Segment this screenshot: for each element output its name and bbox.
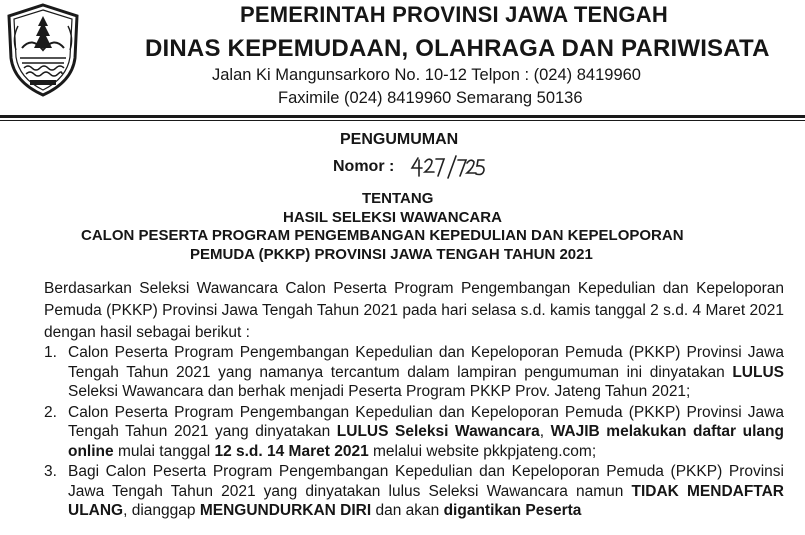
list-text: Bagi Calon Peserta Program Pengembangan Kepedulian dan Kepeloporan Pemuda (PKKP) Provinsi Jawa Tengah Tahun 2021 yang dinyatakan lulus Seleksi Wawancara namun	[68, 463, 784, 500]
letterhead-fax: Faximile (024) 8419960 Semarang 50136	[278, 89, 583, 107]
handwritten-number	[410, 154, 486, 180]
list-text: , dianggap	[123, 502, 200, 519]
announcement-title: PENGUMUMAN	[340, 131, 459, 148]
list-text: melalui website pkkpjateng.com;	[368, 442, 597, 460]
list-emphasis: 12 s.d. 14 Maret 2021	[214, 442, 369, 460]
list-emphasis: TIDAK MENDAFTAR ULANG	[68, 482, 784, 519]
list-emphasis: WAJIB melakukan daftar ulang online	[68, 423, 784, 460]
list-text: Calon Peserta Program Pengembangan Kepedulian dan Kepeloporan Pemuda (PKKP) Provinsi Jawa Tengah Tahun 2021 yang namanya tercantum dalam lampiran pengumuman ini dinyatakan	[68, 344, 784, 381]
letterhead-government: PEMERINTAH PROVINSI JAWA TENGAH	[240, 2, 668, 27]
subject-line-1: HASIL SELEKSI WAWANCARA	[283, 209, 502, 226]
list-number: 2.	[44, 403, 57, 421]
subject-about: TENTANG	[362, 190, 434, 207]
list-emphasis: LULUS	[732, 363, 784, 381]
central-java-emblem-icon	[2, 2, 84, 98]
letterhead-rule	[0, 115, 805, 118]
list-item	[44, 343, 784, 402]
letterhead-address: Jalan Ki Mangunsarkoro No. 10-12 Telpon : (024) 8419960	[212, 66, 641, 84]
result-list	[44, 343, 784, 521]
list-number: 3.	[44, 463, 57, 480]
letterhead-rule-thin	[0, 120, 805, 121]
list-text: mulai tanggal	[113, 442, 215, 460]
list-emphasis: MENGUNDURKAN DIRI	[199, 502, 372, 519]
list-text: dan akan	[371, 502, 444, 519]
subject-line-2: CALON PESERTA PROGRAM PENGEMBANGAN KEPEDULIAN DAN KEPELOPORAN	[81, 227, 684, 244]
list-emphasis: digantikan Peserta	[443, 502, 582, 519]
list-text: Seleksi Wawancara dan berhak menjadi Peserta Program PKKP Prov. Jateng Tahun 2021;	[68, 383, 691, 400]
number-label: Nomor :	[333, 158, 395, 175]
list-number: 1.	[44, 344, 57, 361]
subject-line-3: PEMUDA (PKKP) PROVINSI JAWA TENGAH TAHUN 2021	[190, 246, 593, 263]
list-emphasis: LULUS Seleksi Wawancara	[336, 423, 540, 440]
intro-paragraph: Berdasarkan Seleksi Wawancara Calon Peserta Program Pengembangan Kepedulian dan Kepeloporan Pemuda (PKKP) Provinsi Jawa Tengah Tahun 2021 pada hari selasa s.d. kamis tanggal 2 s.d. 4 Maret 2021 dengan hasil sebagai berikut :	[44, 280, 784, 341]
list-item	[44, 462, 784, 521]
letterhead-agency: DINAS KEPEMUDAAN, OLAHRAGA DAN PARIWISATA	[145, 35, 770, 62]
list-item	[44, 403, 784, 462]
list-text: Calon Peserta Program Pengembangan Kepedulian dan Kepeloporan Pemuda (PKKP) Provinsi Jawa Tengah Tahun 2021 yang dinyatakan	[68, 403, 784, 440]
list-text: ,	[539, 423, 551, 440]
